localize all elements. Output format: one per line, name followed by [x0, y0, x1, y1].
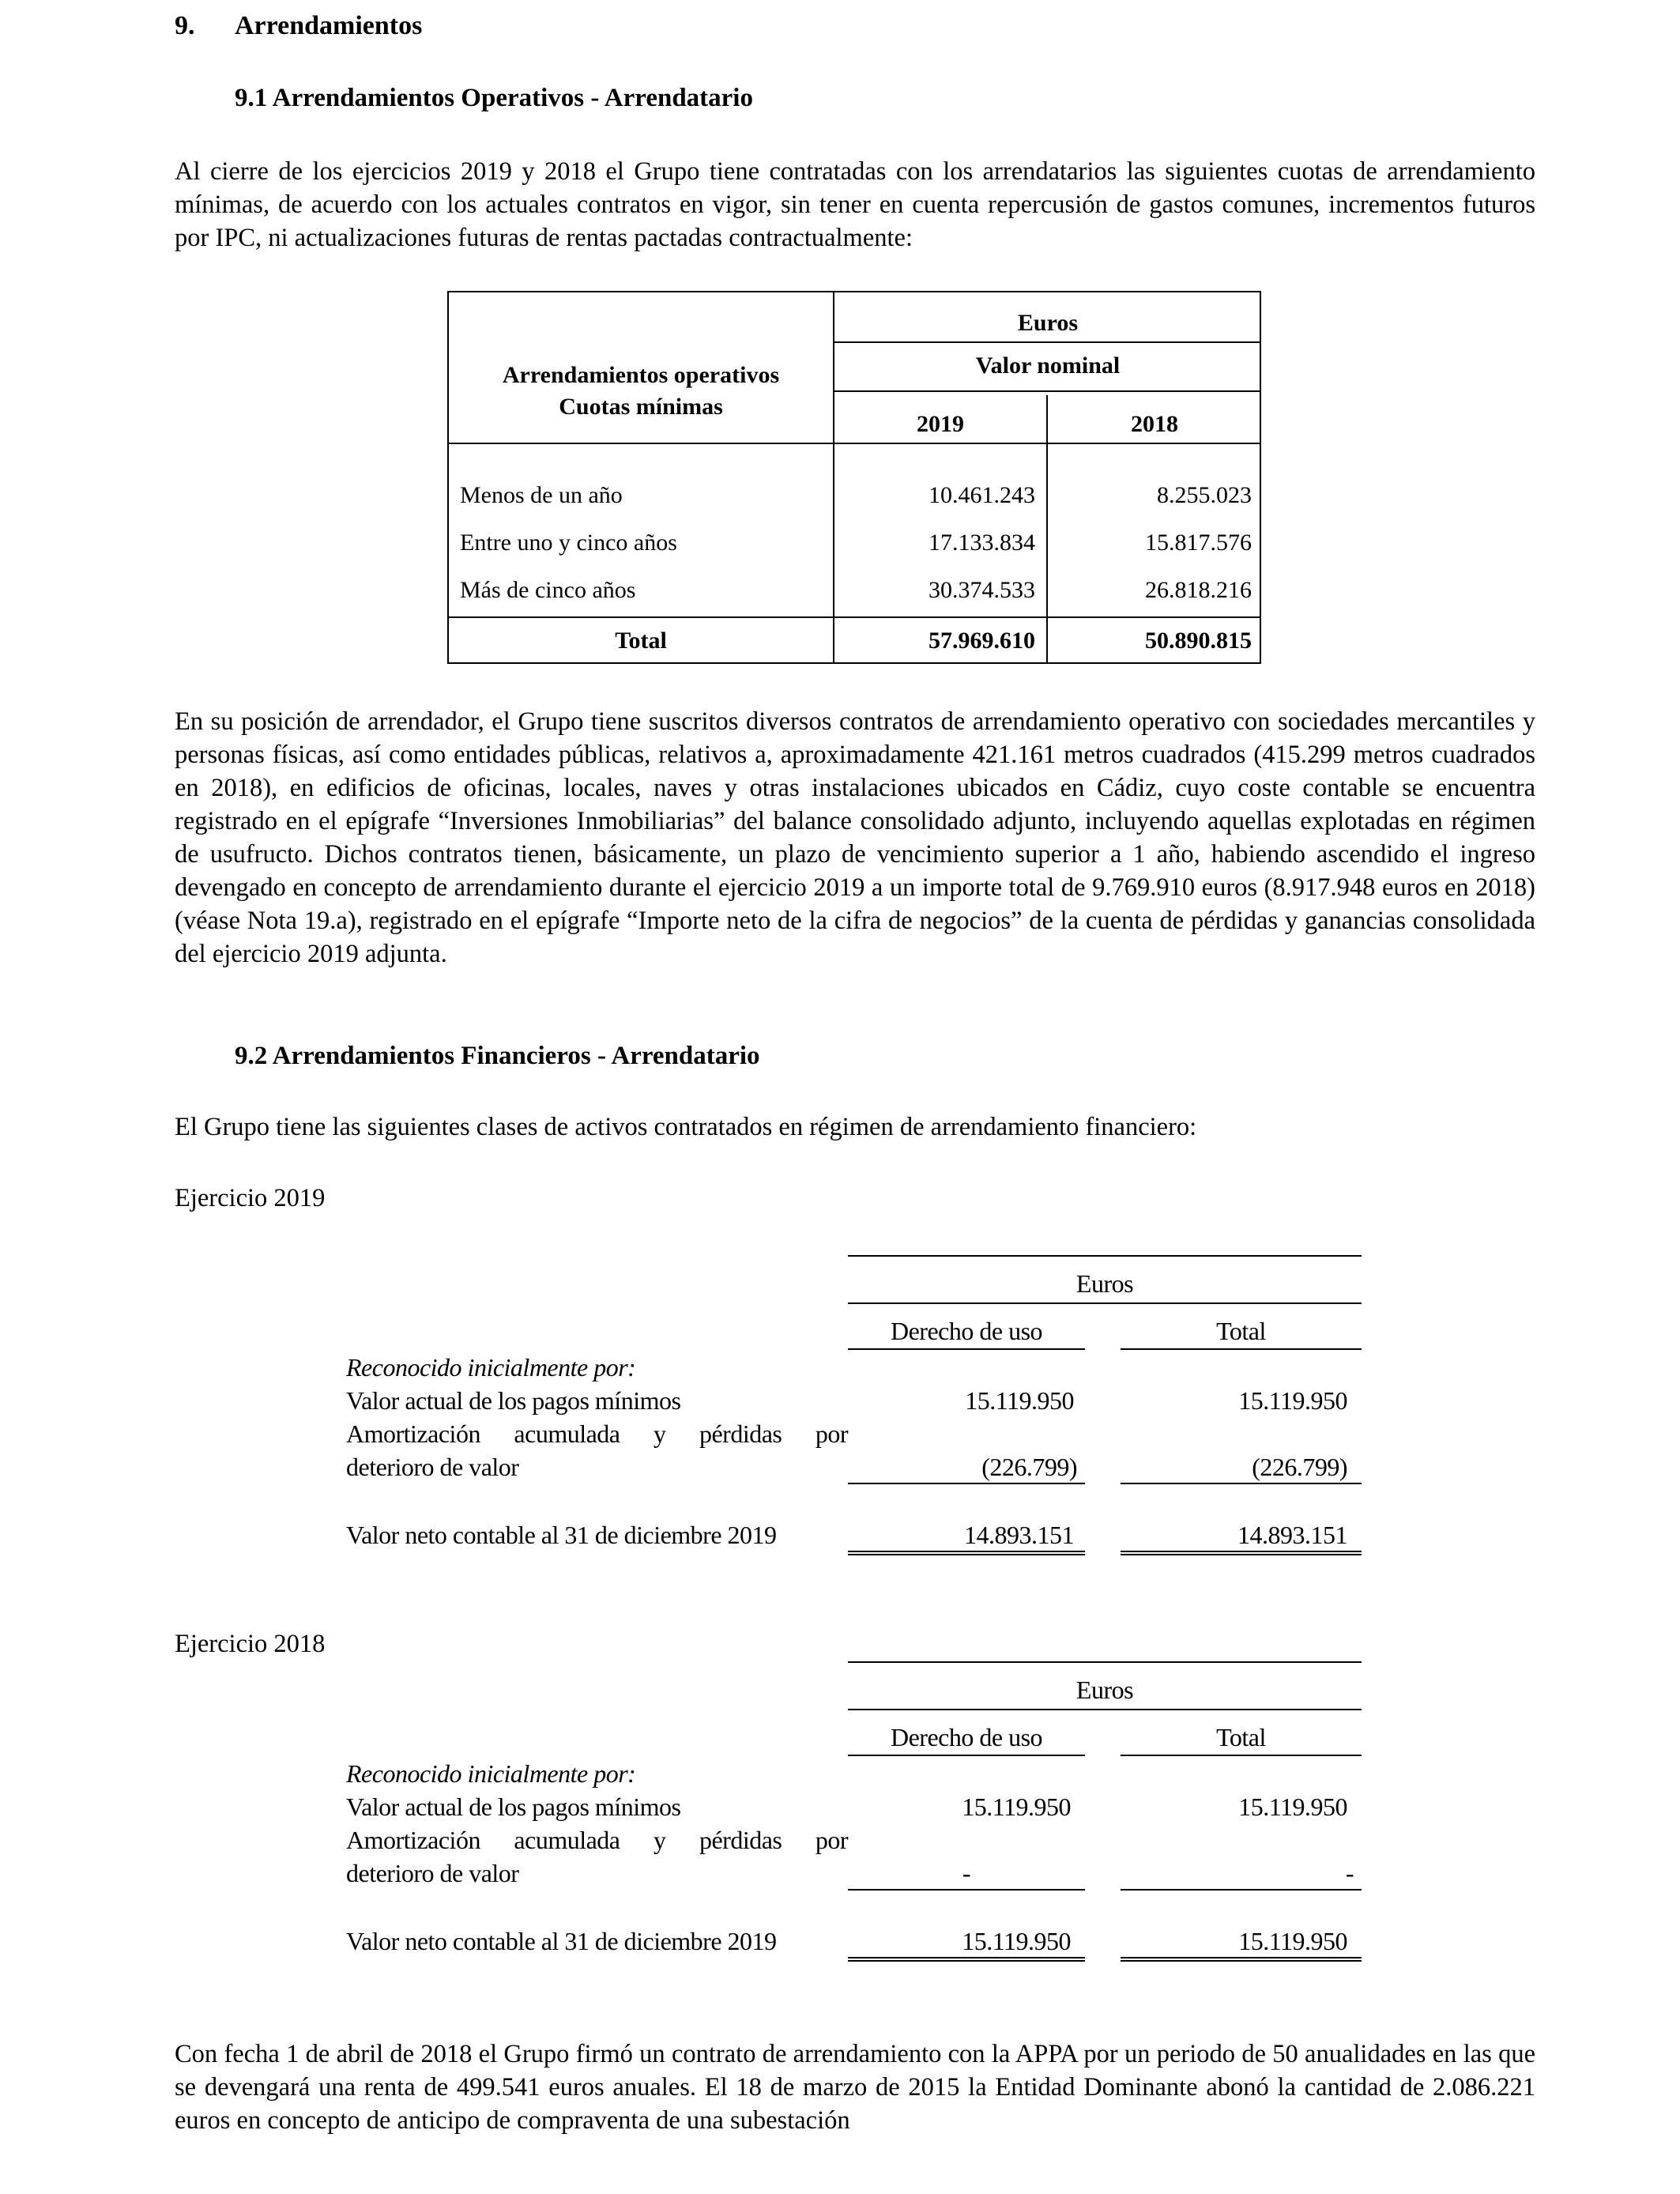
table-row-label: Menos de un año [460, 482, 623, 508]
row-label: Amortización acumulada y pérdidas por [346, 1419, 848, 1448]
col-total: Total [1216, 1317, 1266, 1345]
net-value-label: Valor neto contable al 31 de diciembre 2019 [346, 1927, 777, 1955]
row-value: (226.799) [981, 1453, 1077, 1481]
finance-intro: El Grupo tiene las siguientes clases de activos contratados en régimen de arrendamiento financiero: [175, 1113, 1197, 1141]
row-value: 15.119.950 [1238, 1386, 1347, 1415]
rule [1121, 1483, 1362, 1484]
double-rule [1121, 1957, 1362, 1962]
rule [848, 1302, 1362, 1304]
row-value: - [962, 1859, 971, 1887]
table-header-value: Valor nominal [975, 352, 1121, 379]
row-label: Amortización acumulada y pérdidas por [346, 1826, 848, 1854]
col-derecho-de-uso: Derecho de uso [890, 1317, 1043, 1345]
row-label: deterioro de valor [346, 1859, 519, 1887]
table-total-label: Total [615, 628, 667, 654]
rule [848, 1661, 1362, 1663]
row-value: 15.119.950 [1238, 1793, 1347, 1821]
table-divider [449, 443, 1261, 444]
year-label-2019: Ejercicio 2019 [175, 1184, 326, 1212]
table-total-2018: 50.890.815 [1145, 628, 1252, 654]
table-divider [833, 341, 1261, 343]
rule [848, 1755, 1085, 1756]
table-row-label: Entre uno y cinco años [460, 530, 677, 556]
row-label: Valor actual de los pagos mínimos [346, 1386, 681, 1415]
rule [848, 1348, 1085, 1350]
intro-paragraph: Al cierre de los ejercicios 2019 y 2018 el Grupo tiene contratadas con los arrendatarios las siguientes cuotas de arrendamiento mínimas, de acuerdo con los actuales contratos en vigor, sin tener en cuenta repercusión de gastos comunes, incrementos futuros por IPC, ni actualizaciones futuras de rentas pactadas contractualmente: [175, 157, 1535, 252]
section-title: Arrendamientos [235, 11, 423, 40]
currency-header: Euros [1075, 1269, 1134, 1298]
table-cell: 8.255.023 [1157, 482, 1252, 508]
col-derecho-de-uso: Derecho de uso [890, 1723, 1043, 1751]
table-header-currency: Euros [1017, 310, 1079, 336]
row-value: (226.799) [1252, 1453, 1347, 1481]
table-divider [833, 292, 834, 664]
operating-lease-table [447, 291, 1261, 664]
rule [1121, 1755, 1362, 1756]
net-value-label: Valor neto contable al 31 de diciembre 2019 [346, 1521, 777, 1549]
net-value: 14.893.151 [1237, 1521, 1347, 1549]
table-cell: 10.461.243 [929, 482, 1035, 508]
table-cell: 17.133.834 [929, 530, 1035, 556]
rule [848, 1255, 1362, 1257]
rule [848, 1889, 1085, 1891]
recognized-label: Reconocido inicialmente por: [346, 1759, 636, 1788]
table-row-label: Más de cinco años [460, 577, 636, 603]
year-label-2018: Ejercicio 2018 [175, 1630, 326, 1658]
subsection-title-finance: 9.2 Arrendamientos Financieros - Arrendatario [235, 1042, 760, 1070]
closing-paragraph: Con fecha 1 de abril de 2018 el Grupo firmó un contrato de arrendamiento con la APPA por un periodo de 50 anualidades en las que se devengará una renta de 499.541 euros anuales. El 18 de marzo de 2015 la Entidad Dominante abonó la cantidad de 2.086.221 euros en concepto de anticipo de compraventa de una subestación [175, 2040, 1535, 2135]
table-cell: 15.817.576 [1145, 530, 1252, 556]
rule [1121, 1889, 1362, 1891]
row-label: Valor actual de los pagos mínimos [346, 1793, 681, 1821]
double-rule [848, 1551, 1085, 1555]
row-value: - [1345, 1859, 1354, 1887]
table-cell: 30.374.533 [929, 577, 1035, 603]
table-col-2019: 2019 [917, 411, 964, 437]
double-rule [848, 1957, 1085, 1962]
net-value: 14.893.151 [964, 1521, 1074, 1549]
section-number: 9. [175, 11, 195, 40]
subsection-title-operating: 9.1 Arrendamientos Operativos - Arrendatario [235, 84, 753, 112]
rule [1121, 1348, 1362, 1350]
table-divider [833, 390, 1261, 392]
table-divider [449, 616, 1261, 618]
net-value: 15.119.950 [962, 1927, 1071, 1955]
row-label: deterioro de valor [346, 1453, 519, 1481]
currency-header: Euros [1075, 1676, 1134, 1704]
rule [848, 1709, 1362, 1710]
table-total-2019: 57.969.610 [929, 628, 1035, 654]
double-rule [1121, 1551, 1362, 1555]
row-value: 15.119.950 [962, 1793, 1071, 1821]
table-header-left-1: Arrendamientos operativos [502, 362, 780, 388]
col-total: Total [1216, 1723, 1266, 1751]
net-value: 15.119.950 [1238, 1927, 1347, 1955]
table-cell: 26.818.216 [1145, 577, 1252, 603]
rule [848, 1483, 1085, 1484]
table-header-left-2: Cuotas mínimas [559, 394, 723, 420]
recognized-label: Reconocido inicialmente por: [346, 1353, 636, 1382]
row-value: 15.119.950 [965, 1386, 1074, 1415]
lessor-paragraph: En su posición de arrendador, el Grupo tiene suscritos diversos contratos de arrendamiento operativo con sociedades mercantiles y personas físicas, así como entidades públicas, relativos a, aproximadamente 421.161 metros cuadrados (415.299 metros cuadrados en 2018), en edificios de oficinas, locales, naves y otras instalaciones ubicados en Cádiz, cuyo coste contable se encuentra registrado en el epígrafe “Inversiones Inmobiliarias” del balance consolidado adjunto, incluyendo aquellas explotadas en régimen de usufructo. Dichos contratos tienen, básicamente, un plazo de vencimiento superior a 1 año, habiendo ascendido el ingreso devengado en concepto de arrendamiento durante el ejercicio 2019 a un importe total de 9.769.910 euros (8.917.948 euros en 2018) (véase Nota 19.a), registrado en el epígrafe “Importe neto de la cifra de negocios” de la cuenta de pérdidas y ganancias consolidada del ejercicio 2019 adjunta. [175, 707, 1535, 968]
table-col-2018: 2018 [1131, 411, 1178, 437]
